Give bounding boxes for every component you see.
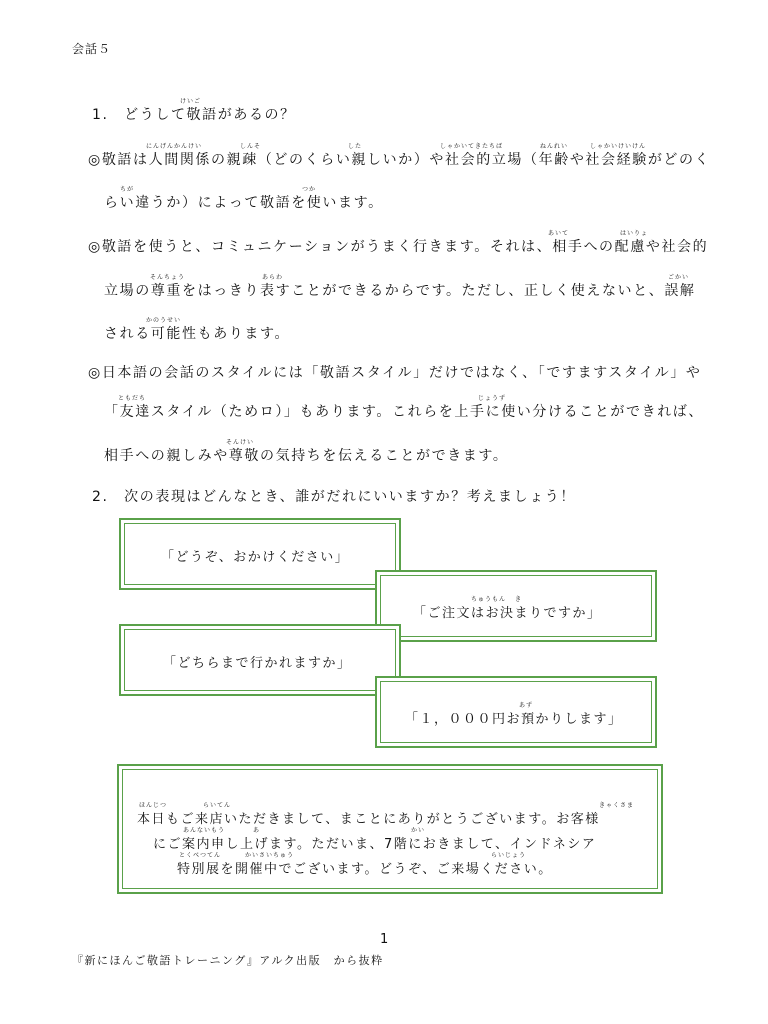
expression-text: 「どうぞ、おかけください」	[161, 550, 350, 565]
section2-title: 2. 次の表現はどんなとき、誰がだれにいいますか？考えましょう！	[92, 489, 576, 505]
ruby: にんげんかんけい	[146, 143, 203, 150]
ruby-keigo: けいご	[180, 98, 202, 105]
section1-title: 1. どうして敬語があるの？	[92, 107, 296, 123]
ruby: あず	[519, 702, 534, 709]
ruby: ごかい	[668, 274, 690, 281]
ruby: かいさいちゅう	[245, 852, 295, 859]
expression-text: 「ご注文はお決まりですか」	[413, 606, 602, 621]
body-line: 相手への親しみや尊敬の気持ちを伝えることができます。	[104, 448, 509, 464]
page-number: 1	[380, 932, 389, 947]
ruby: しんそ	[240, 143, 262, 150]
announcement-box	[117, 764, 663, 894]
body-line: される可能性もあります。	[104, 326, 291, 342]
body-line: ◎敬語を使うと、コミュニケーションがうまく行きます。それは、相手への配慮や社会的	[88, 239, 709, 255]
ruby: あ	[253, 827, 261, 834]
announcement-line: にご案内申し上げます。ただいま、7階におきまして、インドネシア	[153, 837, 597, 852]
ruby: ちが	[120, 186, 135, 193]
ruby: あいて	[548, 230, 570, 237]
ruby: しゃかいけいけん	[590, 143, 647, 150]
ruby: しゃかいてきたちば	[440, 143, 504, 150]
footer-citation: 『新にほんご敬語トレーニング』アルク出版 から抜粋	[72, 954, 384, 967]
ruby: そんけい	[226, 439, 255, 446]
page-header: 会話５	[72, 42, 112, 56]
ruby: かい	[411, 827, 426, 834]
ruby: した	[348, 143, 363, 150]
body-line: ◎日本語の会話のスタイルには「敬語スタイル」だけではなく、「ですますスタイル」や	[88, 365, 702, 381]
ruby: らいじょう	[491, 852, 527, 859]
ruby: じょうず	[478, 395, 507, 402]
ruby: ちゅうもん	[471, 596, 507, 603]
ruby: そんちょう	[150, 274, 186, 281]
ruby: あんないもう	[183, 827, 226, 834]
expression-box-1	[119, 518, 401, 590]
expression-box-4	[375, 676, 657, 748]
ruby: はいりょ	[620, 230, 649, 237]
body-line: 立場の尊重をはっきり表すことができるからです。ただし、正しく使えないと、誤解	[104, 283, 696, 299]
body-line: ◎敬語は人間関係の親疎（どのくらい親しいか）や社会的立場（年齢や社会経験がどのく	[88, 152, 711, 168]
ruby: ほんじつ	[139, 802, 168, 809]
ruby: あらわ	[262, 274, 284, 281]
ruby: きゃくさま	[599, 802, 635, 809]
ruby: とくべつてん	[179, 852, 222, 859]
body-line: らい違うか）によって敬語を使います。	[104, 195, 384, 211]
ruby: ともだち	[118, 395, 147, 402]
ruby: らいてん	[203, 802, 232, 809]
ruby: ねんれい	[540, 143, 569, 150]
ruby: つか	[302, 186, 317, 193]
expression-text: 「１，０００円お預かりします」	[405, 712, 623, 727]
announcement-line: 特別展を開催中でございます。どうぞ、ご来場ください。	[177, 862, 553, 877]
ruby: かのうせい	[146, 317, 182, 324]
expression-text: 「どちらまで行かれますか」	[163, 656, 352, 671]
ruby: き	[515, 596, 523, 603]
expression-box-3	[119, 624, 401, 696]
announcement-line: 本日もご来店いただきまして、まことにありがとうございます。お客様	[137, 812, 600, 827]
expression-box-2	[375, 570, 657, 642]
body-line: 「友達スタイル（ためロ）」もあります。これらを上手に使い分けることができれば、	[104, 404, 704, 420]
